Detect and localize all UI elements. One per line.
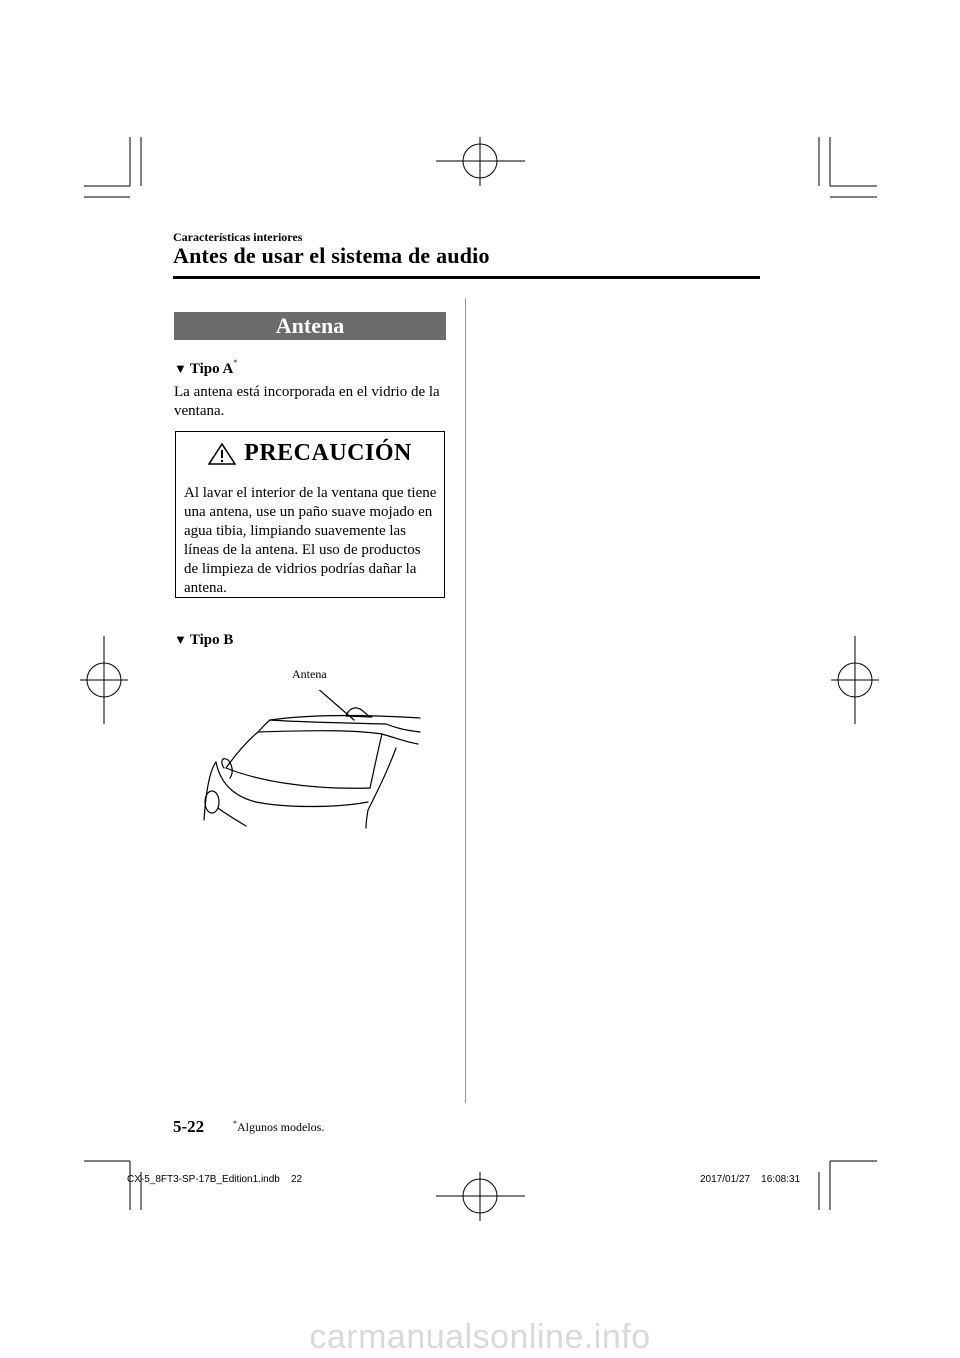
page-title: Antes de usar el sistema de audio bbox=[173, 243, 490, 268]
tipo-a-label: Tipo A bbox=[189, 361, 234, 377]
caution-header bbox=[176, 440, 444, 467]
caution-title: PRECAUCIÓN bbox=[244, 440, 412, 466]
print-timestamp: 2017/01/27 16:08:31 bbox=[700, 1174, 801, 1185]
page-number: 5-22 bbox=[173, 1117, 205, 1136]
tipo-a-heading bbox=[174, 358, 237, 378]
tipo-b-heading bbox=[174, 632, 233, 649]
column-divider bbox=[465, 298, 466, 1103]
print-slug: CX-5_8FT3-SP-17B_Edition1.indb 22 bbox=[127, 1174, 303, 1185]
tipo-a-marker: * bbox=[233, 358, 238, 367]
caution-box bbox=[175, 431, 445, 598]
tipo-b-label: Tipo B bbox=[189, 632, 234, 648]
footnote-text: Algunos modelos. bbox=[237, 1120, 325, 1134]
breadcrumb: Características interiores bbox=[173, 230, 303, 244]
warning-triangle-icon bbox=[208, 443, 236, 465]
title-rule bbox=[173, 276, 760, 279]
car-rear-illustration bbox=[196, 690, 426, 830]
triangle-down-icon: ▼ bbox=[174, 361, 187, 376]
footnote bbox=[233, 1119, 324, 1135]
tipo-a-text: La antena está incorporada en el vidrio de la ventana. bbox=[174, 384, 440, 419]
caution-body: Al lavar el interior de la ventana que tiene una antena, use un paño suave mojado en agua tibia, limpiando suavemente las líneas de la antena. El uso de productos de limpieza de vidrios podrías dañar la antena. bbox=[184, 485, 437, 596]
footnote-marker: * bbox=[233, 1119, 237, 1128]
section-title: Antena bbox=[174, 312, 446, 340]
triangle-down-icon: ▼ bbox=[174, 632, 187, 647]
watermark: carmanualsonline.info bbox=[309, 1318, 651, 1356]
antenna-figure-label: Antena bbox=[292, 667, 327, 681]
